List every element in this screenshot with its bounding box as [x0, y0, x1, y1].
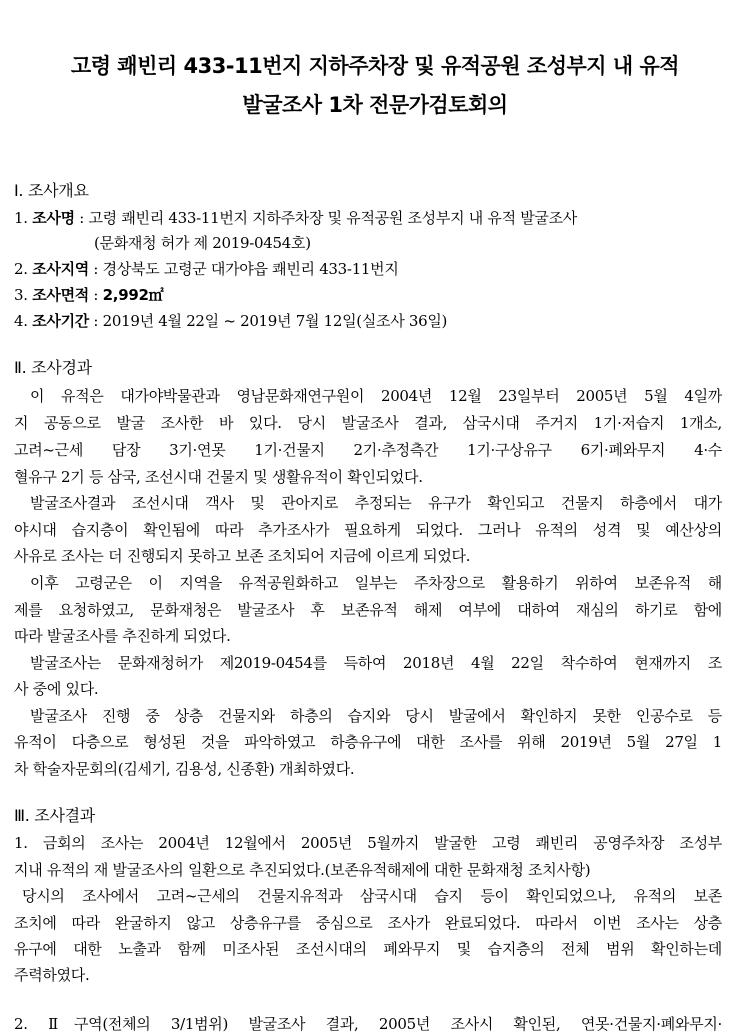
- item-value: 2019년 4월 22일 ~ 2019년 7월 12일(실조사 36일): [102, 312, 448, 330]
- paragraph-line: 1. 금회의 조사는 2004년 12월에서 2005년 5월까지 발굴한 고령 쾌빈리 공영주차장 조성부: [14, 834, 722, 852]
- paragraph-line: 차 학술자문회의(김세기, 김용성, 신종환) 개최하였다.: [14, 760, 355, 778]
- item-number: 3.: [14, 286, 28, 304]
- overview-item-2: [14, 258, 399, 279]
- section-1-heading: Ⅰ. 조사개요: [14, 181, 89, 200]
- item-separator: :: [88, 312, 103, 330]
- item-separator: :: [74, 209, 89, 227]
- paragraph-line: 따라 발굴조사를 추진하게 되었다.: [14, 627, 231, 645]
- paragraph-line: 조치에 따라 완굴하지 않고 상층유구를 중심으로 조사가 완료되었다. 따라서 이번 조사는 상층: [14, 914, 722, 932]
- paragraph-line: 지 공동으로 발굴 조사한 바 있다. 당시 발굴조사 결과, 삼국시대 주거지 1기·저습지 1개소,: [14, 414, 722, 432]
- paragraph-line: 혈유구 2기 등 삼국, 조선시대 건물지 및 생활유적이 확인되었다.: [14, 468, 423, 486]
- item-label: 조사명: [32, 209, 75, 227]
- item-value: 2,992㎡: [102, 286, 164, 304]
- paragraph-line: 당시의 조사에서 고려~근세의 건물지유적과 삼국시대 습지 등이 확인되었으나, 유적의 보존: [22, 887, 722, 905]
- item-number: 2.: [14, 260, 28, 278]
- paragraph-line: 제를 요청하였고, 문화재청은 발굴조사 후 보존유적 해제 여부에 대하여 재심의 하기로 함에: [14, 601, 722, 619]
- overview-item-1: [14, 207, 577, 228]
- paragraph-line: 사 중에 있다.: [14, 680, 99, 698]
- item-number: 4.: [14, 312, 28, 330]
- paragraph-line: 사유로 조사는 더 진행되지 못하고 보존 조치되어 지금에 이르게 되었다.: [14, 547, 471, 565]
- paragraph-line: 발굴조사 진행 중 상층 건물지와 하층의 습지와 당시 발굴에서 확인하지 못한 인공수로 등: [30, 707, 722, 725]
- paragraph-line: 발굴조사결과 조선시대 객사 및 관아지로 추정되는 유구가 확인되고 건물지 하층에서 대가: [30, 494, 722, 512]
- item-label: 조사면적: [32, 286, 89, 304]
- paragraph-line: 지내 유적의 재 발굴조사의 일환으로 추진되었다.(보존유적해제에 대한 문화재청 조치사항): [14, 861, 591, 879]
- document-title-line-2: 발굴조사 1차 전문가검토회의: [242, 93, 508, 117]
- item-value: 고령 쾌빈리 433-11번지 지하주차장 및 유적공원 조성부지 내 유적 발굴조사: [88, 209, 577, 227]
- paragraph-line: 2. Ⅱ구역(전체의 3/1범위) 발굴조사 결과, 2005년 조사시 확인된, 연못·건물지·폐와무지·: [14, 1015, 722, 1033]
- section-3-heading: Ⅲ. 조사결과: [14, 806, 95, 825]
- paragraph-line: 주력하였다.: [14, 966, 90, 984]
- paragraph-line: 발굴조사는 문화재청허가 제2019-0454를 득하여 2018년 4월 22일 착수하여 현재까지 조: [30, 654, 722, 672]
- item-label: 조사기간: [32, 312, 89, 330]
- paragraph-line: 야시대 습지층이 확인됨에 따라 추가조사가 필요하게 되었다. 그러나 유적의 성격 및 예산상의: [14, 521, 722, 539]
- item-value: 경상북도 고령군 대가야읍 쾌빈리 433-11번지: [102, 260, 399, 278]
- document-title-line-1: 고령 쾌빈리 433-11번지 지하주차장 및 유적공원 조성부지 내 유적: [70, 54, 680, 78]
- overview-item-3: [14, 284, 163, 305]
- item-separator: :: [88, 260, 103, 278]
- item-number: 1.: [14, 209, 28, 227]
- section-2-heading: Ⅱ. 조사경과: [14, 358, 92, 377]
- paragraph-line: 고려~근세 담장 3기·연못 1기·건물지 2기·추정측간 1기·구상유구 6기·폐와무지 4·수: [14, 441, 722, 459]
- paragraph-line: 유적이 다층으로 형성된 것을 파악하였고 하층유구에 대한 조사를 위해 2019년 5월 27일 1: [14, 733, 722, 751]
- overview-item-1-permit: (문화재청 허가 제 2019-0454호): [94, 234, 311, 252]
- item-separator: :: [88, 286, 103, 304]
- paragraph-line: 이후 고령군은 이 지역을 유적공원화하고 일부는 주차장으로 활용하기 위하여 보존유적 해: [30, 574, 722, 592]
- paragraph-line: 이 유적은 대가야박물관과 영남문화재연구원이 2004년 12월 23일부터 2005년 5월 4일까: [30, 387, 722, 405]
- item-label: 조사지역: [32, 260, 89, 278]
- overview-item-4: [14, 310, 447, 331]
- paragraph-line: 유구에 대한 노출과 함께 미조사된 조선시대의 폐와무지 및 습지층의 전체 범위 확인하는데: [14, 940, 722, 958]
